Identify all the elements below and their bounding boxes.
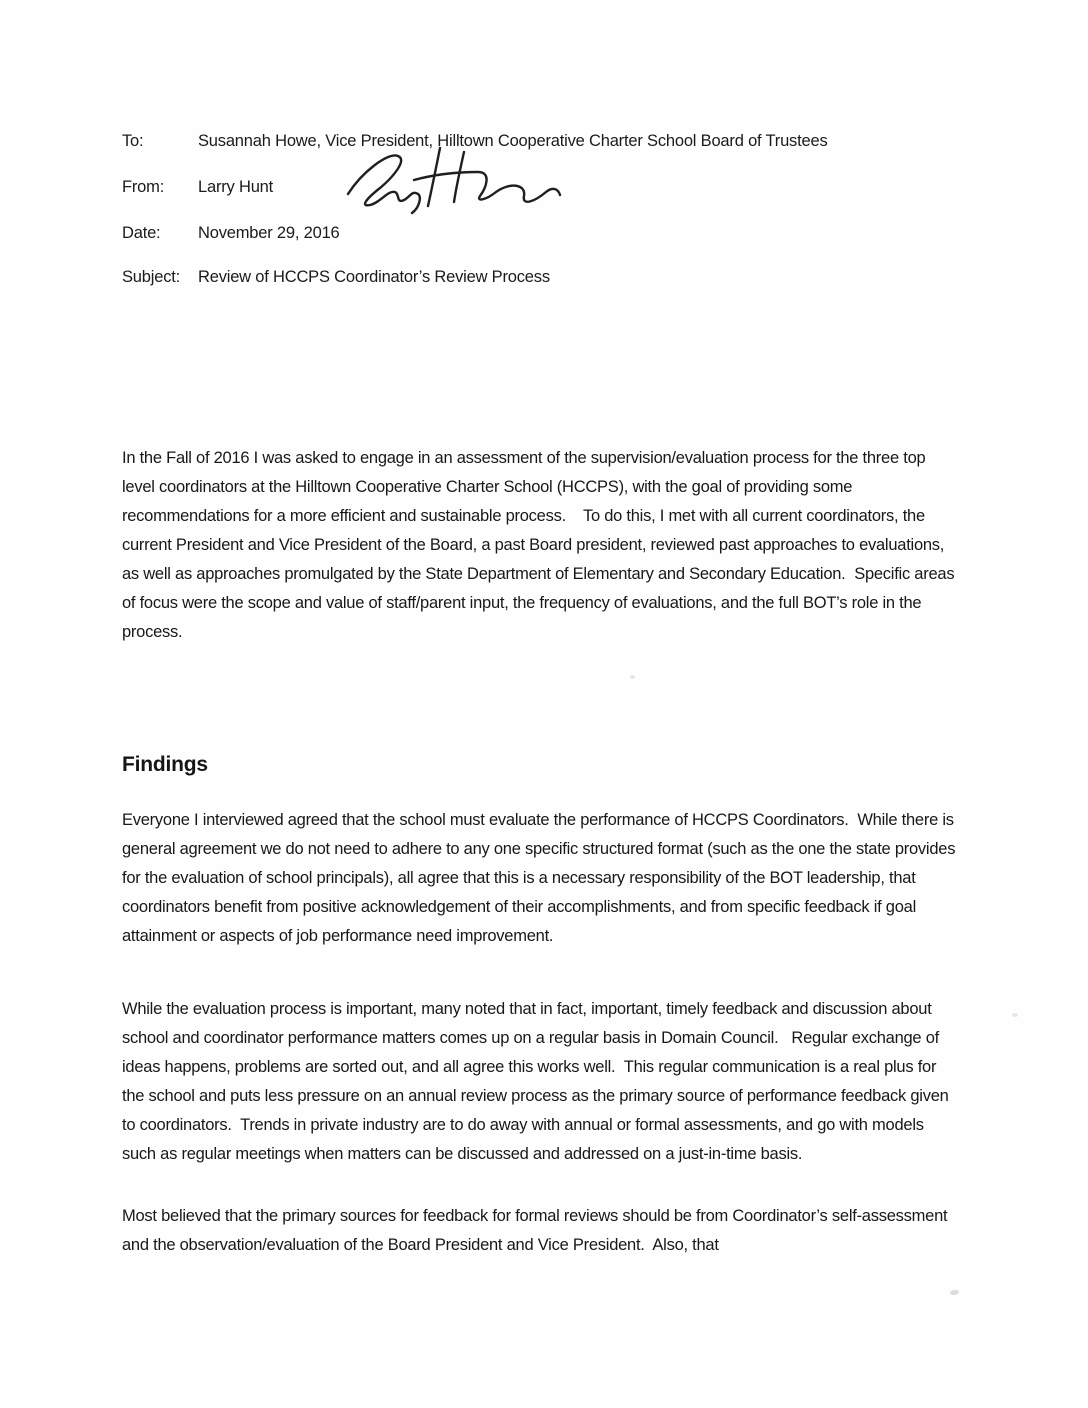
memo-field-date <box>122 223 340 243</box>
findings-heading: Findings <box>122 753 208 776</box>
subject-value: Review of HCCPS Coordinator’s Review Process <box>198 268 550 286</box>
scan-artifact <box>630 675 635 679</box>
to-value: Susannah Howe, Vice President, Hilltown Cooperative Charter School Board of Trustees <box>198 132 828 150</box>
date-label: Date: <box>122 224 161 242</box>
signature-image <box>336 143 566 217</box>
from-value: Larry Hunt <box>198 178 274 196</box>
memo-field-subject <box>122 267 550 287</box>
findings-paragraph-1: Everyone I interviewed agreed that the school must evaluate the performance of HCCPS Coordinators. While there is general agreement we do not need to adhere to any one specific structured format (such as the one the state provides for the evaluation of school principals), all agree that this is a necessary responsibility of the BOT leadership, that coordinators benefit from positive acknowledgement of their accomplishments, and from specific feedback if goal attainment or aspects of job performance need improvement. <box>122 811 960 945</box>
from-label: From: <box>122 178 165 196</box>
findings-paragraph-2: While the evaluation process is important, many noted that in fact, important, timely feedback and discussion about school and coordinator performance matters comes up on a regular basis in Domain Council. Regular exchange of ideas happens, problems are sorted out, and all agree this works well. This regular communication is a real plus for the school and puts less pressure on an annual review process as the primary source of performance feedback given to coordinators. Trends in private industry are to do away with annual or formal assessments, and go with models such as regular meetings when matters can be discussed and addressed on a just-in-time basis. <box>122 1000 953 1163</box>
intro-paragraph: In the Fall of 2016 I was asked to engage in an assessment of the supervision/evaluation process for the three top level coordinators at the Hilltown Cooperative Charter School (HCCPS), with the goal of providing some recommendations for a more efficient and sustainable process. To do this, I met with all current coordinators, the current President and Vice President of the Board, a past Board president, reviewed past approaches to evaluations, as well as approaches promulgated by the State Department of Elementary and Secondary Education. Specific areas of focus were the scope and value of staff/parent input, the frequency of evaluations, and the full BOT’s role in the process. <box>122 449 959 641</box>
subject-label: Subject: <box>122 268 181 286</box>
findings-paragraph-3: Most believed that the primary sources for feedback for formal reviews should be from Coordinator’s self-assessment and the observation/evaluation of the Board President and Vice President. Also, that <box>122 1207 952 1254</box>
date-value: November 29, 2016 <box>198 224 340 242</box>
scan-artifact <box>1012 1013 1018 1017</box>
to-label: To: <box>122 132 144 150</box>
scan-artifact <box>950 1289 960 1296</box>
memo-field-from <box>122 177 273 197</box>
